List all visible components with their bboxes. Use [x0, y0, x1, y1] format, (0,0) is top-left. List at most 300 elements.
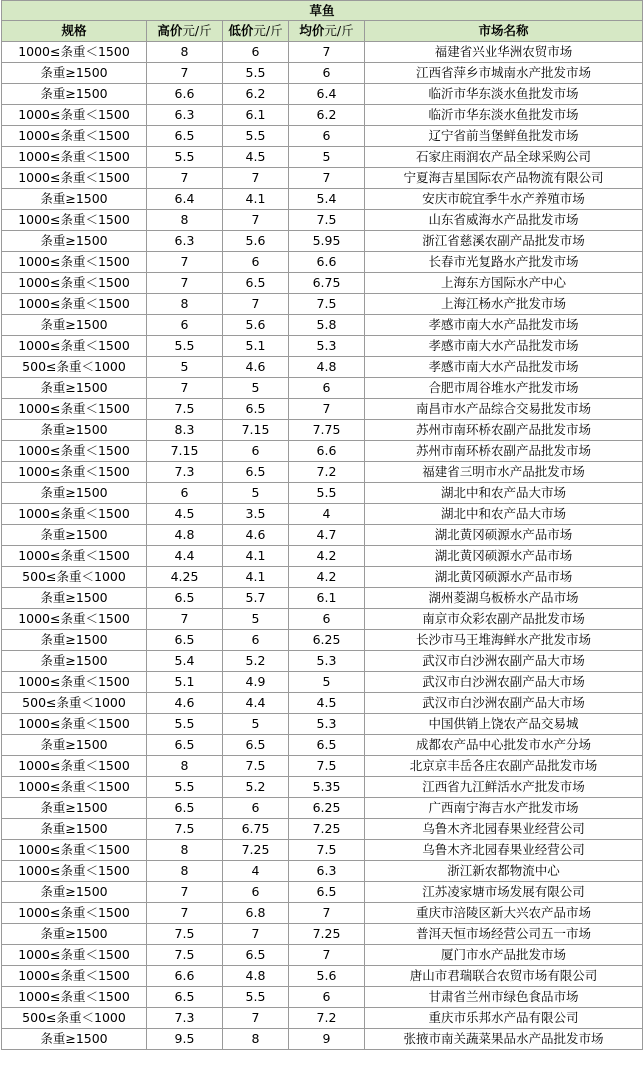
cell-market: 湖北中和农产品大市场: [365, 504, 643, 525]
cell-low: 4.1: [223, 567, 289, 588]
cell-low: 5: [223, 609, 289, 630]
cell-high: 8: [147, 210, 223, 231]
cell-low: 5.1: [223, 336, 289, 357]
cell-avg: 4.7: [289, 525, 365, 546]
cell-spec: 条重≥1500: [2, 924, 147, 945]
cell-avg: 5.3: [289, 651, 365, 672]
cell-spec: 1000≤条重＜1500: [2, 861, 147, 882]
table-row: [2, 105, 643, 126]
cell-low: 7: [223, 168, 289, 189]
cell-avg: 4: [289, 504, 365, 525]
table-row: [2, 42, 643, 63]
cell-avg: 6.3: [289, 861, 365, 882]
cell-low: 6.8: [223, 903, 289, 924]
cell-low: 5.2: [223, 651, 289, 672]
table-row: [2, 483, 643, 504]
cell-low: 6: [223, 252, 289, 273]
cell-spec: 条重≥1500: [2, 378, 147, 399]
cell-high: 7: [147, 252, 223, 273]
cell-high: 7: [147, 609, 223, 630]
cell-spec: 1000≤条重＜1500: [2, 945, 147, 966]
table-row: [2, 714, 643, 735]
cell-high: 7: [147, 903, 223, 924]
cell-avg: 4.8: [289, 357, 365, 378]
cell-avg: 7: [289, 903, 365, 924]
cell-high: 7: [147, 882, 223, 903]
cell-spec: 条重≥1500: [2, 63, 147, 84]
cell-avg: 6: [289, 63, 365, 84]
cell-low: 6: [223, 630, 289, 651]
cell-high: 6.5: [147, 987, 223, 1008]
cell-low: 5: [223, 378, 289, 399]
cell-spec: 条重≥1500: [2, 1029, 147, 1050]
cell-market: 武汉市白沙洲农副产品大市场: [365, 651, 643, 672]
cell-market: 湖北黄冈硕源水产品市场: [365, 546, 643, 567]
header-high-unit: 元/斤: [182, 23, 212, 38]
cell-spec: 1000≤条重＜1500: [2, 210, 147, 231]
cell-market: 普洱天恒市场经营公司五一市场: [365, 924, 643, 945]
table-row: [2, 210, 643, 231]
table-row: [2, 756, 643, 777]
cell-low: 7.25: [223, 840, 289, 861]
table-row: [2, 777, 643, 798]
header-low-label: 低价: [228, 23, 254, 38]
cell-spec: 1000≤条重＜1500: [2, 609, 147, 630]
cell-low: 7: [223, 294, 289, 315]
cell-avg: 6.6: [289, 252, 365, 273]
cell-avg: 6.25: [289, 630, 365, 651]
table-row: [2, 399, 643, 420]
cell-market: 江苏凌家塘市场发展有限公司: [365, 882, 643, 903]
cell-avg: 6.5: [289, 882, 365, 903]
cell-high: 7.5: [147, 819, 223, 840]
cell-spec: 1000≤条重＜1500: [2, 987, 147, 1008]
cell-high: 5.4: [147, 651, 223, 672]
table-row: [2, 168, 643, 189]
table-row: [2, 294, 643, 315]
cell-avg: 4.2: [289, 546, 365, 567]
cell-low: 6.5: [223, 273, 289, 294]
cell-market: 长沙市马王堆海鲜水产批发市场: [365, 630, 643, 651]
cell-spec: 500≤条重＜1000: [2, 1008, 147, 1029]
cell-market: 武汉市白沙洲农副产品大市场: [365, 693, 643, 714]
cell-spec: 1000≤条重＜1500: [2, 672, 147, 693]
cell-low: 4.6: [223, 525, 289, 546]
cell-market: 孝感市南大水产品批发市场: [365, 336, 643, 357]
table-title: 草鱼: [2, 1, 643, 21]
table-row: [2, 357, 643, 378]
cell-low: 4.4: [223, 693, 289, 714]
cell-spec: 条重≥1500: [2, 525, 147, 546]
header-avg: [289, 21, 365, 42]
cell-market: 湖州菱湖乌板桥水产品市场: [365, 588, 643, 609]
table-row: [2, 525, 643, 546]
cell-avg: 6.4: [289, 84, 365, 105]
cell-avg: 5.6: [289, 966, 365, 987]
cell-market: 厦门市水产品批发市场: [365, 945, 643, 966]
cell-avg: 5.95: [289, 231, 365, 252]
cell-spec: 条重≥1500: [2, 189, 147, 210]
price-table: [1, 0, 643, 1050]
table-row: [2, 693, 643, 714]
cell-market: 湖北黄冈硕源水产品市场: [365, 525, 643, 546]
cell-avg: 6: [289, 609, 365, 630]
cell-low: 5: [223, 714, 289, 735]
cell-avg: 7.5: [289, 294, 365, 315]
cell-low: 5.2: [223, 777, 289, 798]
cell-high: 4.4: [147, 546, 223, 567]
table-row: [2, 609, 643, 630]
cell-spec: 条重≥1500: [2, 798, 147, 819]
cell-spec: 500≤条重＜1000: [2, 567, 147, 588]
cell-low: 6.75: [223, 819, 289, 840]
price-sheet: [1, 0, 642, 1050]
cell-high: 6.5: [147, 588, 223, 609]
cell-avg: 5.35: [289, 777, 365, 798]
table-row: [2, 882, 643, 903]
cell-high: 7.3: [147, 1008, 223, 1029]
cell-high: 5.1: [147, 672, 223, 693]
cell-high: 8: [147, 840, 223, 861]
cell-market: 武汉市白沙洲农副产品大市场: [365, 672, 643, 693]
cell-spec: 1000≤条重＜1500: [2, 336, 147, 357]
cell-avg: 6: [289, 987, 365, 1008]
cell-market: 福建省兴业华洲农贸市场: [365, 42, 643, 63]
cell-market: 宁夏海吉星国际农产品物流有限公司: [365, 168, 643, 189]
cell-market: 上海江杨水产批发市场: [365, 294, 643, 315]
cell-avg: 7: [289, 399, 365, 420]
cell-market: 合肥市周谷堆水产批发市场: [365, 378, 643, 399]
cell-high: 7: [147, 378, 223, 399]
table-row: [2, 546, 643, 567]
cell-low: 6: [223, 441, 289, 462]
cell-high: 4.8: [147, 525, 223, 546]
cell-spec: 1000≤条重＜1500: [2, 42, 147, 63]
cell-market: 湖北黄冈硕源水产品市场: [365, 567, 643, 588]
cell-avg: 7.25: [289, 819, 365, 840]
cell-market: 江西省萍乡市城南水产批发市场: [365, 63, 643, 84]
cell-low: 4.8: [223, 966, 289, 987]
cell-market: 石家庄雨润农产品全球采购公司: [365, 147, 643, 168]
cell-avg: 6: [289, 126, 365, 147]
table-row: [2, 420, 643, 441]
cell-market: 长春市光复路水产批发市场: [365, 252, 643, 273]
table-row: [2, 966, 643, 987]
cell-avg: 5.8: [289, 315, 365, 336]
header-avg-label: 均价: [299, 23, 325, 38]
cell-low: 4.5: [223, 147, 289, 168]
cell-low: 5.5: [223, 987, 289, 1008]
cell-high: 6.5: [147, 798, 223, 819]
table-row: [2, 1008, 643, 1029]
header-low-unit: 元/斤: [253, 23, 283, 38]
cell-market: 临沂市华东淡水鱼批发市场: [365, 105, 643, 126]
cell-high: 8: [147, 756, 223, 777]
header-high: [147, 21, 223, 42]
cell-avg: 6.75: [289, 273, 365, 294]
cell-spec: 1000≤条重＜1500: [2, 105, 147, 126]
cell-market: 乌鲁木齐北园春果业经营公司: [365, 819, 643, 840]
cell-low: 4.9: [223, 672, 289, 693]
table-row: [2, 126, 643, 147]
cell-market: 北京京丰岳各庄农副产品批发市场: [365, 756, 643, 777]
cell-high: 8: [147, 42, 223, 63]
cell-low: 3.5: [223, 504, 289, 525]
cell-low: 8: [223, 1029, 289, 1050]
table-row: [2, 945, 643, 966]
header-avg-unit: 元/斤: [324, 23, 354, 38]
cell-avg: 6.6: [289, 441, 365, 462]
cell-spec: 1000≤条重＜1500: [2, 441, 147, 462]
cell-high: 6.6: [147, 966, 223, 987]
cell-spec: 1000≤条重＜1500: [2, 546, 147, 567]
cell-low: 4.1: [223, 546, 289, 567]
table-row: [2, 630, 643, 651]
cell-high: 6.5: [147, 630, 223, 651]
cell-spec: 1000≤条重＜1500: [2, 273, 147, 294]
cell-spec: 条重≥1500: [2, 630, 147, 651]
cell-spec: 1000≤条重＜1500: [2, 168, 147, 189]
table-row: [2, 378, 643, 399]
cell-low: 6.5: [223, 399, 289, 420]
cell-low: 6.2: [223, 84, 289, 105]
cell-low: 6: [223, 42, 289, 63]
cell-high: 6.5: [147, 735, 223, 756]
cell-avg: 7.25: [289, 924, 365, 945]
table-row: [2, 336, 643, 357]
cell-market: 福建省三明市水产品批发市场: [365, 462, 643, 483]
table-row: [2, 840, 643, 861]
cell-avg: 6.5: [289, 735, 365, 756]
cell-high: 7.5: [147, 945, 223, 966]
cell-market: 湖北中和农产品大市场: [365, 483, 643, 504]
table-row: [2, 147, 643, 168]
cell-low: 5.6: [223, 231, 289, 252]
cell-market: 浙江新农都物流中心: [365, 861, 643, 882]
cell-avg: 7.2: [289, 1008, 365, 1029]
cell-market: 南昌市水产品综合交易批发市场: [365, 399, 643, 420]
cell-market: 乌鲁木齐北园春果业经营公司: [365, 840, 643, 861]
cell-market: 中国供销上饶农产品交易城: [365, 714, 643, 735]
table-row: [2, 861, 643, 882]
cell-high: 7.5: [147, 399, 223, 420]
cell-high: 6: [147, 483, 223, 504]
cell-high: 7: [147, 168, 223, 189]
cell-avg: 7.2: [289, 462, 365, 483]
table-row: [2, 504, 643, 525]
cell-avg: 6.1: [289, 588, 365, 609]
table-row: [2, 441, 643, 462]
cell-high: 6: [147, 315, 223, 336]
cell-low: 6.5: [223, 945, 289, 966]
cell-avg: 5.3: [289, 336, 365, 357]
cell-avg: 9: [289, 1029, 365, 1050]
table-row: [2, 273, 643, 294]
table-row: [2, 735, 643, 756]
table-row: [2, 315, 643, 336]
cell-avg: 6.25: [289, 798, 365, 819]
cell-spec: 1000≤条重＜1500: [2, 147, 147, 168]
cell-spec: 1000≤条重＜1500: [2, 714, 147, 735]
cell-high: 7.5: [147, 924, 223, 945]
cell-market: 孝感市南大水产品批发市场: [365, 315, 643, 336]
table-row: [2, 819, 643, 840]
cell-market: 苏州市南环桥农副产品批发市场: [365, 441, 643, 462]
cell-high: 5.5: [147, 777, 223, 798]
cell-spec: 1000≤条重＜1500: [2, 966, 147, 987]
cell-low: 6.5: [223, 735, 289, 756]
cell-spec: 条重≥1500: [2, 735, 147, 756]
cell-market: 孝感市南大水产品批发市场: [365, 357, 643, 378]
cell-low: 7: [223, 1008, 289, 1029]
table-row: [2, 1029, 643, 1050]
cell-market: 重庆市乐邦水产品有限公司: [365, 1008, 643, 1029]
title-row: [2, 1, 643, 21]
cell-market: 山东省威海水产品批发市场: [365, 210, 643, 231]
cell-low: 5.7: [223, 588, 289, 609]
cell-high: 5.5: [147, 147, 223, 168]
cell-spec: 条重≥1500: [2, 483, 147, 504]
cell-avg: 5.5: [289, 483, 365, 504]
cell-spec: 条重≥1500: [2, 819, 147, 840]
table-body: [2, 42, 643, 1050]
header-low: [223, 21, 289, 42]
cell-market: 甘肃省兰州市绿色食品市场: [365, 987, 643, 1008]
cell-spec: 1000≤条重＜1500: [2, 504, 147, 525]
cell-market: 浙江省慈溪农副产品批发市场: [365, 231, 643, 252]
cell-avg: 4.2: [289, 567, 365, 588]
cell-spec: 1000≤条重＜1500: [2, 462, 147, 483]
cell-high: 8.3: [147, 420, 223, 441]
cell-market: 江西省九江鲜活水产批发市场: [365, 777, 643, 798]
cell-low: 6.5: [223, 462, 289, 483]
cell-avg: 7.5: [289, 840, 365, 861]
cell-low: 6: [223, 882, 289, 903]
cell-low: 7: [223, 924, 289, 945]
cell-high: 5.5: [147, 336, 223, 357]
cell-spec: 500≤条重＜1000: [2, 693, 147, 714]
cell-avg: 5.4: [289, 189, 365, 210]
cell-high: 6.4: [147, 189, 223, 210]
cell-market: 上海东方国际水产中心: [365, 273, 643, 294]
cell-avg: 5: [289, 672, 365, 693]
table-row: [2, 651, 643, 672]
cell-high: 4.5: [147, 504, 223, 525]
table-row: [2, 84, 643, 105]
table-row: [2, 903, 643, 924]
cell-market: 辽宁省前当堡鲜鱼批发市场: [365, 126, 643, 147]
cell-avg: 7: [289, 168, 365, 189]
cell-high: 4.6: [147, 693, 223, 714]
cell-market: 唐山市君瑞联合农贸市场有限公司: [365, 966, 643, 987]
table-row: [2, 672, 643, 693]
table-row: [2, 462, 643, 483]
cell-high: 6.6: [147, 84, 223, 105]
table-row: [2, 588, 643, 609]
cell-spec: 条重≥1500: [2, 882, 147, 903]
cell-spec: 1000≤条重＜1500: [2, 126, 147, 147]
cell-low: 4.1: [223, 189, 289, 210]
table-row: [2, 231, 643, 252]
cell-spec: 1000≤条重＜1500: [2, 840, 147, 861]
cell-spec: 1000≤条重＜1500: [2, 903, 147, 924]
cell-avg: 6: [289, 378, 365, 399]
cell-low: 4: [223, 861, 289, 882]
cell-market: 安庆市皖宜季牛水产养殖市场: [365, 189, 643, 210]
header-market-label: 市场名称: [478, 23, 529, 38]
cell-high: 7.15: [147, 441, 223, 462]
cell-low: 7.5: [223, 756, 289, 777]
cell-avg: 7.5: [289, 210, 365, 231]
header-spec: [2, 21, 147, 42]
cell-low: 4.6: [223, 357, 289, 378]
cell-avg: 5: [289, 147, 365, 168]
cell-avg: 7: [289, 945, 365, 966]
cell-high: 4.25: [147, 567, 223, 588]
table-row: [2, 567, 643, 588]
cell-high: 5.5: [147, 714, 223, 735]
cell-low: 6.1: [223, 105, 289, 126]
cell-avg: 7: [289, 42, 365, 63]
cell-spec: 1000≤条重＜1500: [2, 777, 147, 798]
table-row: [2, 798, 643, 819]
cell-market: 成都农产品中心批发市水产分场: [365, 735, 643, 756]
cell-spec: 500≤条重＜1000: [2, 357, 147, 378]
cell-market: 南京市众彩农副产品批发市场: [365, 609, 643, 630]
cell-market: 苏州市南环桥农副产品批发市场: [365, 420, 643, 441]
cell-spec: 条重≥1500: [2, 315, 147, 336]
header-market: [365, 21, 643, 42]
cell-avg: 7.5: [289, 756, 365, 777]
cell-high: 6.3: [147, 231, 223, 252]
cell-spec: 条重≥1500: [2, 588, 147, 609]
cell-low: 5.6: [223, 315, 289, 336]
cell-spec: 1000≤条重＜1500: [2, 399, 147, 420]
cell-low: 5: [223, 483, 289, 504]
cell-avg: 7.75: [289, 420, 365, 441]
cell-high: 9.5: [147, 1029, 223, 1050]
cell-market: 广西南宁海吉水产批发市场: [365, 798, 643, 819]
cell-high: 8: [147, 861, 223, 882]
table-row: [2, 63, 643, 84]
cell-high: 7.3: [147, 462, 223, 483]
header-row: [2, 21, 643, 42]
cell-spec: 条重≥1500: [2, 84, 147, 105]
table-row: [2, 924, 643, 945]
cell-spec: 1000≤条重＜1500: [2, 756, 147, 777]
cell-spec: 1000≤条重＜1500: [2, 252, 147, 273]
cell-high: 7: [147, 273, 223, 294]
cell-high: 5: [147, 357, 223, 378]
cell-avg: 6.2: [289, 105, 365, 126]
cell-low: 6: [223, 798, 289, 819]
header-high-label: 高价: [157, 23, 183, 38]
table-row: [2, 252, 643, 273]
cell-market: 重庆市涪陵区新大兴农产品市场: [365, 903, 643, 924]
cell-avg: 4.5: [289, 693, 365, 714]
cell-high: 8: [147, 294, 223, 315]
cell-high: 6.3: [147, 105, 223, 126]
table-row: [2, 987, 643, 1008]
cell-market: 张掖市南关蔬菜果品水产品批发市场: [365, 1029, 643, 1050]
cell-spec: 条重≥1500: [2, 651, 147, 672]
cell-avg: 5.3: [289, 714, 365, 735]
cell-spec: 条重≥1500: [2, 420, 147, 441]
cell-low: 7: [223, 210, 289, 231]
cell-low: 5.5: [223, 126, 289, 147]
cell-low: 7.15: [223, 420, 289, 441]
cell-market: 临沂市华东淡水鱼批发市场: [365, 84, 643, 105]
